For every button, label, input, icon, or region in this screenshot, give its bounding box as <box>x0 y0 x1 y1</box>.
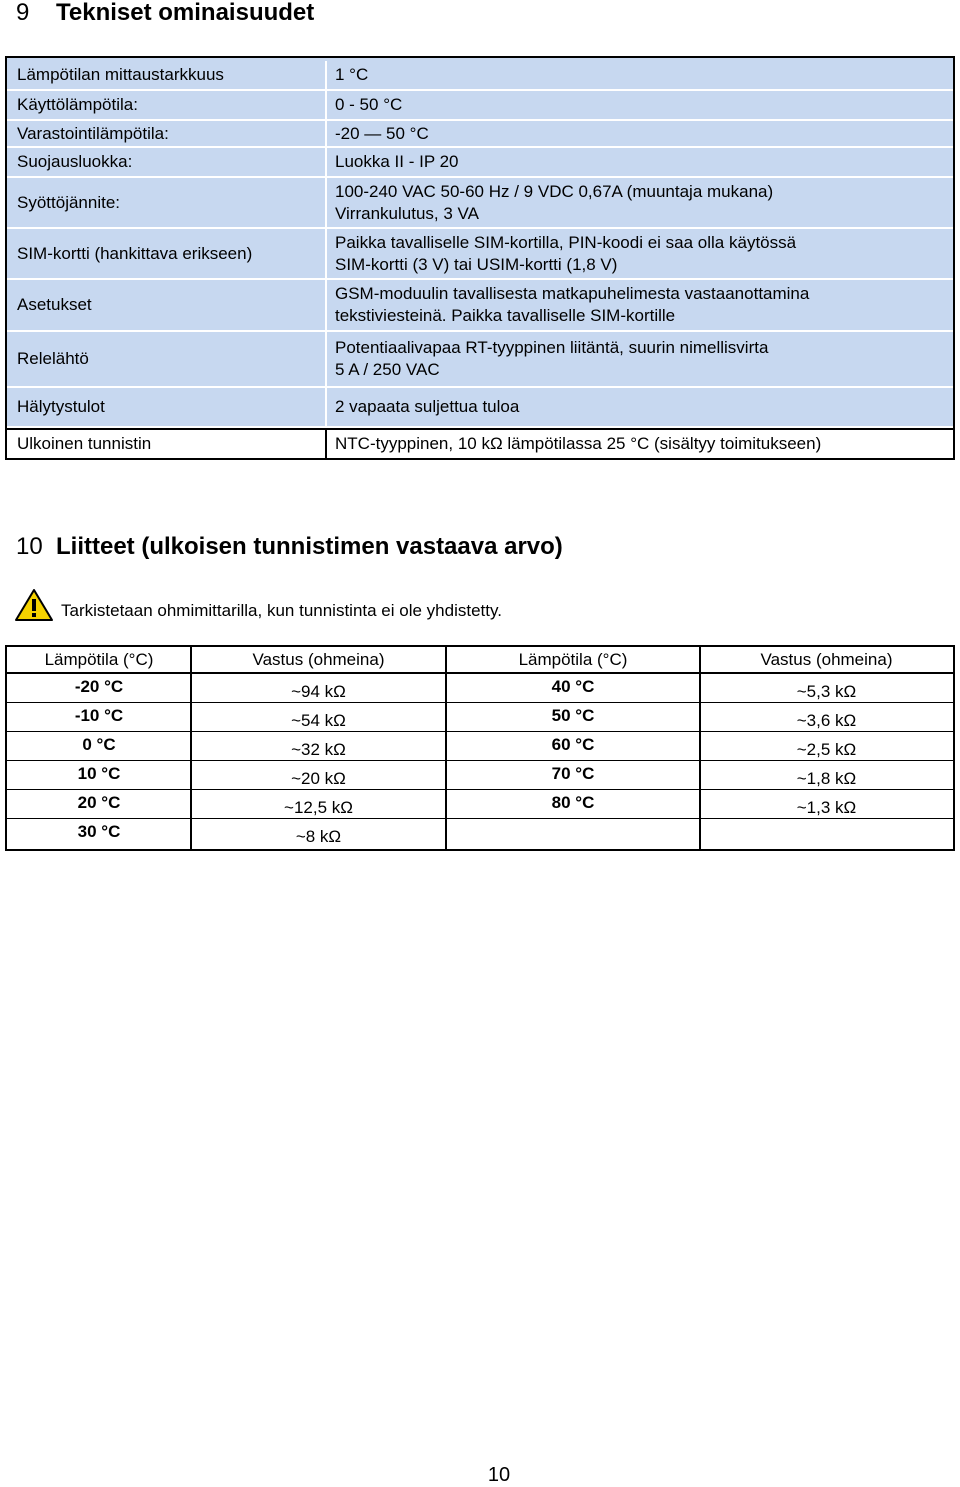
temperature-cell: 10 °C <box>77 764 121 783</box>
spec-row <box>7 229 953 280</box>
spec-value <box>335 91 953 119</box>
spec-value-line: 0 - 50 °C <box>335 95 403 114</box>
table-row <box>7 761 953 790</box>
table-row <box>7 732 953 761</box>
spec-key: Lämpötilan mittaustarkkuus <box>17 65 224 84</box>
spec-value <box>335 121 953 146</box>
resistance-cell: ~8 kΩ <box>295 827 342 846</box>
warning-icon <box>14 588 54 622</box>
spec-value-line: -20 — 50 °C <box>335 123 429 143</box>
spec-key: SIM-kortti (hankittava erikseen) <box>17 243 253 263</box>
spec-value <box>335 148 953 176</box>
spec-value-line: NTC-tyyppinen, 10 kΩ lämpötilassa 25 °C (sisältyy toimitukseen) <box>335 434 822 453</box>
spec-row <box>7 58 953 91</box>
resistance-cell: ~32 kΩ <box>291 740 346 759</box>
spec-key: Asetukset <box>17 295 92 314</box>
table-row <box>7 703 953 732</box>
spec-value <box>335 388 953 426</box>
spec-value-line: SIM-kortti (3 V) tai USIM-kortti (1,8 V) <box>335 254 618 274</box>
spec-value-line: 5 A / 250 VAC <box>335 360 440 379</box>
spec-row <box>7 121 953 148</box>
temperature-cell: 40 °C <box>551 677 595 696</box>
spec-value-line: 100-240 VAC 50-60 Hz / 9 VDC 0,67A (muuntaja mukana) <box>335 181 774 201</box>
temperature-cell: -10 °C <box>74 706 124 725</box>
spec-key: Ulkoinen tunnistin <box>17 430 151 458</box>
column-header: Lämpötila (°C) <box>518 650 628 669</box>
section-9-heading <box>16 0 314 26</box>
spec-value-line: 1 °C <box>335 65 369 84</box>
temperature-cell: 80 °C <box>551 793 595 812</box>
section-10-number: 10 <box>16 533 43 560</box>
temperature-cell: 0 °C <box>82 735 116 754</box>
temperature-cell: 70 °C <box>551 764 595 783</box>
resistance-cell: ~12,5 kΩ <box>284 798 353 817</box>
spec-row <box>7 91 953 121</box>
resistance-cell: ~94 kΩ <box>291 682 346 701</box>
spec-value <box>335 430 953 458</box>
spec-key: Relelähtö <box>17 349 89 368</box>
spec-key: Varastointilämpötila: <box>17 123 169 143</box>
spec-key: Hälytystulot <box>17 397 105 416</box>
temperature-cell: 20 °C <box>77 793 121 812</box>
page-number: 10 <box>487 1464 511 1486</box>
resistance-cell: ~5,3 kΩ <box>796 682 857 701</box>
resistance-table <box>5 645 955 851</box>
spec-key: Syöttöjännite: <box>17 192 121 212</box>
spec-value <box>335 229 953 278</box>
section-10-heading <box>16 532 563 562</box>
spec-value-line: 2 vapaata suljettua tuloa <box>335 397 520 416</box>
spec-value-line: Paikka tavalliselle SIM-kortilla, PIN-koodi ei saa olla käytössä <box>335 232 797 252</box>
spec-value-line: GSM-moduulin tavallisesta matkapuhelimesta vastaanottamina <box>335 284 810 303</box>
spec-value-line: tekstiviesteinä. Paikka tavalliselle SIM-kortille <box>335 306 676 325</box>
column-header: Vastus (ohmeina) <box>252 650 385 669</box>
spec-row <box>7 388 953 428</box>
resistance-cell: ~20 kΩ <box>291 769 346 788</box>
spec-value-line: Potentiaalivapaa RT-tyyppinen liitäntä, suurin nimellisvirta <box>335 338 769 357</box>
resistance-cell: ~3,6 kΩ <box>796 711 857 730</box>
spec-table <box>5 56 955 460</box>
spec-value <box>335 61 953 89</box>
table-row <box>7 819 953 848</box>
resistance-cell: ~54 kΩ <box>291 711 346 730</box>
temperature-cell: 30 °C <box>77 822 121 841</box>
section-10-title: Liitteet (ulkoisen tunnistimen vastaava arvo) <box>56 533 563 560</box>
spec-value <box>335 280 953 330</box>
temperature-cell: -20 °C <box>74 677 124 696</box>
column-header: Vastus (ohmeina) <box>760 650 893 669</box>
spec-row <box>7 332 953 388</box>
spec-row <box>7 280 953 332</box>
table-row <box>7 674 953 703</box>
spec-row <box>7 178 953 229</box>
spec-value <box>335 178 953 227</box>
spec-value-line: Luokka II - IP 20 <box>335 152 459 171</box>
table-row <box>7 790 953 819</box>
spec-value <box>335 332 953 386</box>
section-9-title: Tekniset ominaisuudet <box>56 0 315 26</box>
temperature-cell: 60 °C <box>551 735 595 754</box>
spec-key: Käyttölämpötila: <box>17 95 138 114</box>
temperature-cell: 50 °C <box>551 706 595 725</box>
warning-text: Tarkistetaan ohmimittarilla, kun tunnistinta ei ole yhdistetty. <box>61 601 502 620</box>
spec-row <box>7 148 953 178</box>
spec-value-line: Virrankulutus, 3 VA <box>335 203 479 223</box>
resistance-cell: ~2,5 kΩ <box>796 740 857 759</box>
table-header <box>7 647 953 674</box>
spec-key: Suojausluokka: <box>17 152 133 171</box>
resistance-cell: ~1,3 kΩ <box>796 798 857 817</box>
column-header: Lämpötila (°C) <box>44 650 154 669</box>
spec-row <box>7 428 953 458</box>
resistance-cell: ~1,8 kΩ <box>796 769 857 788</box>
section-9-number: 9 <box>16 0 30 26</box>
